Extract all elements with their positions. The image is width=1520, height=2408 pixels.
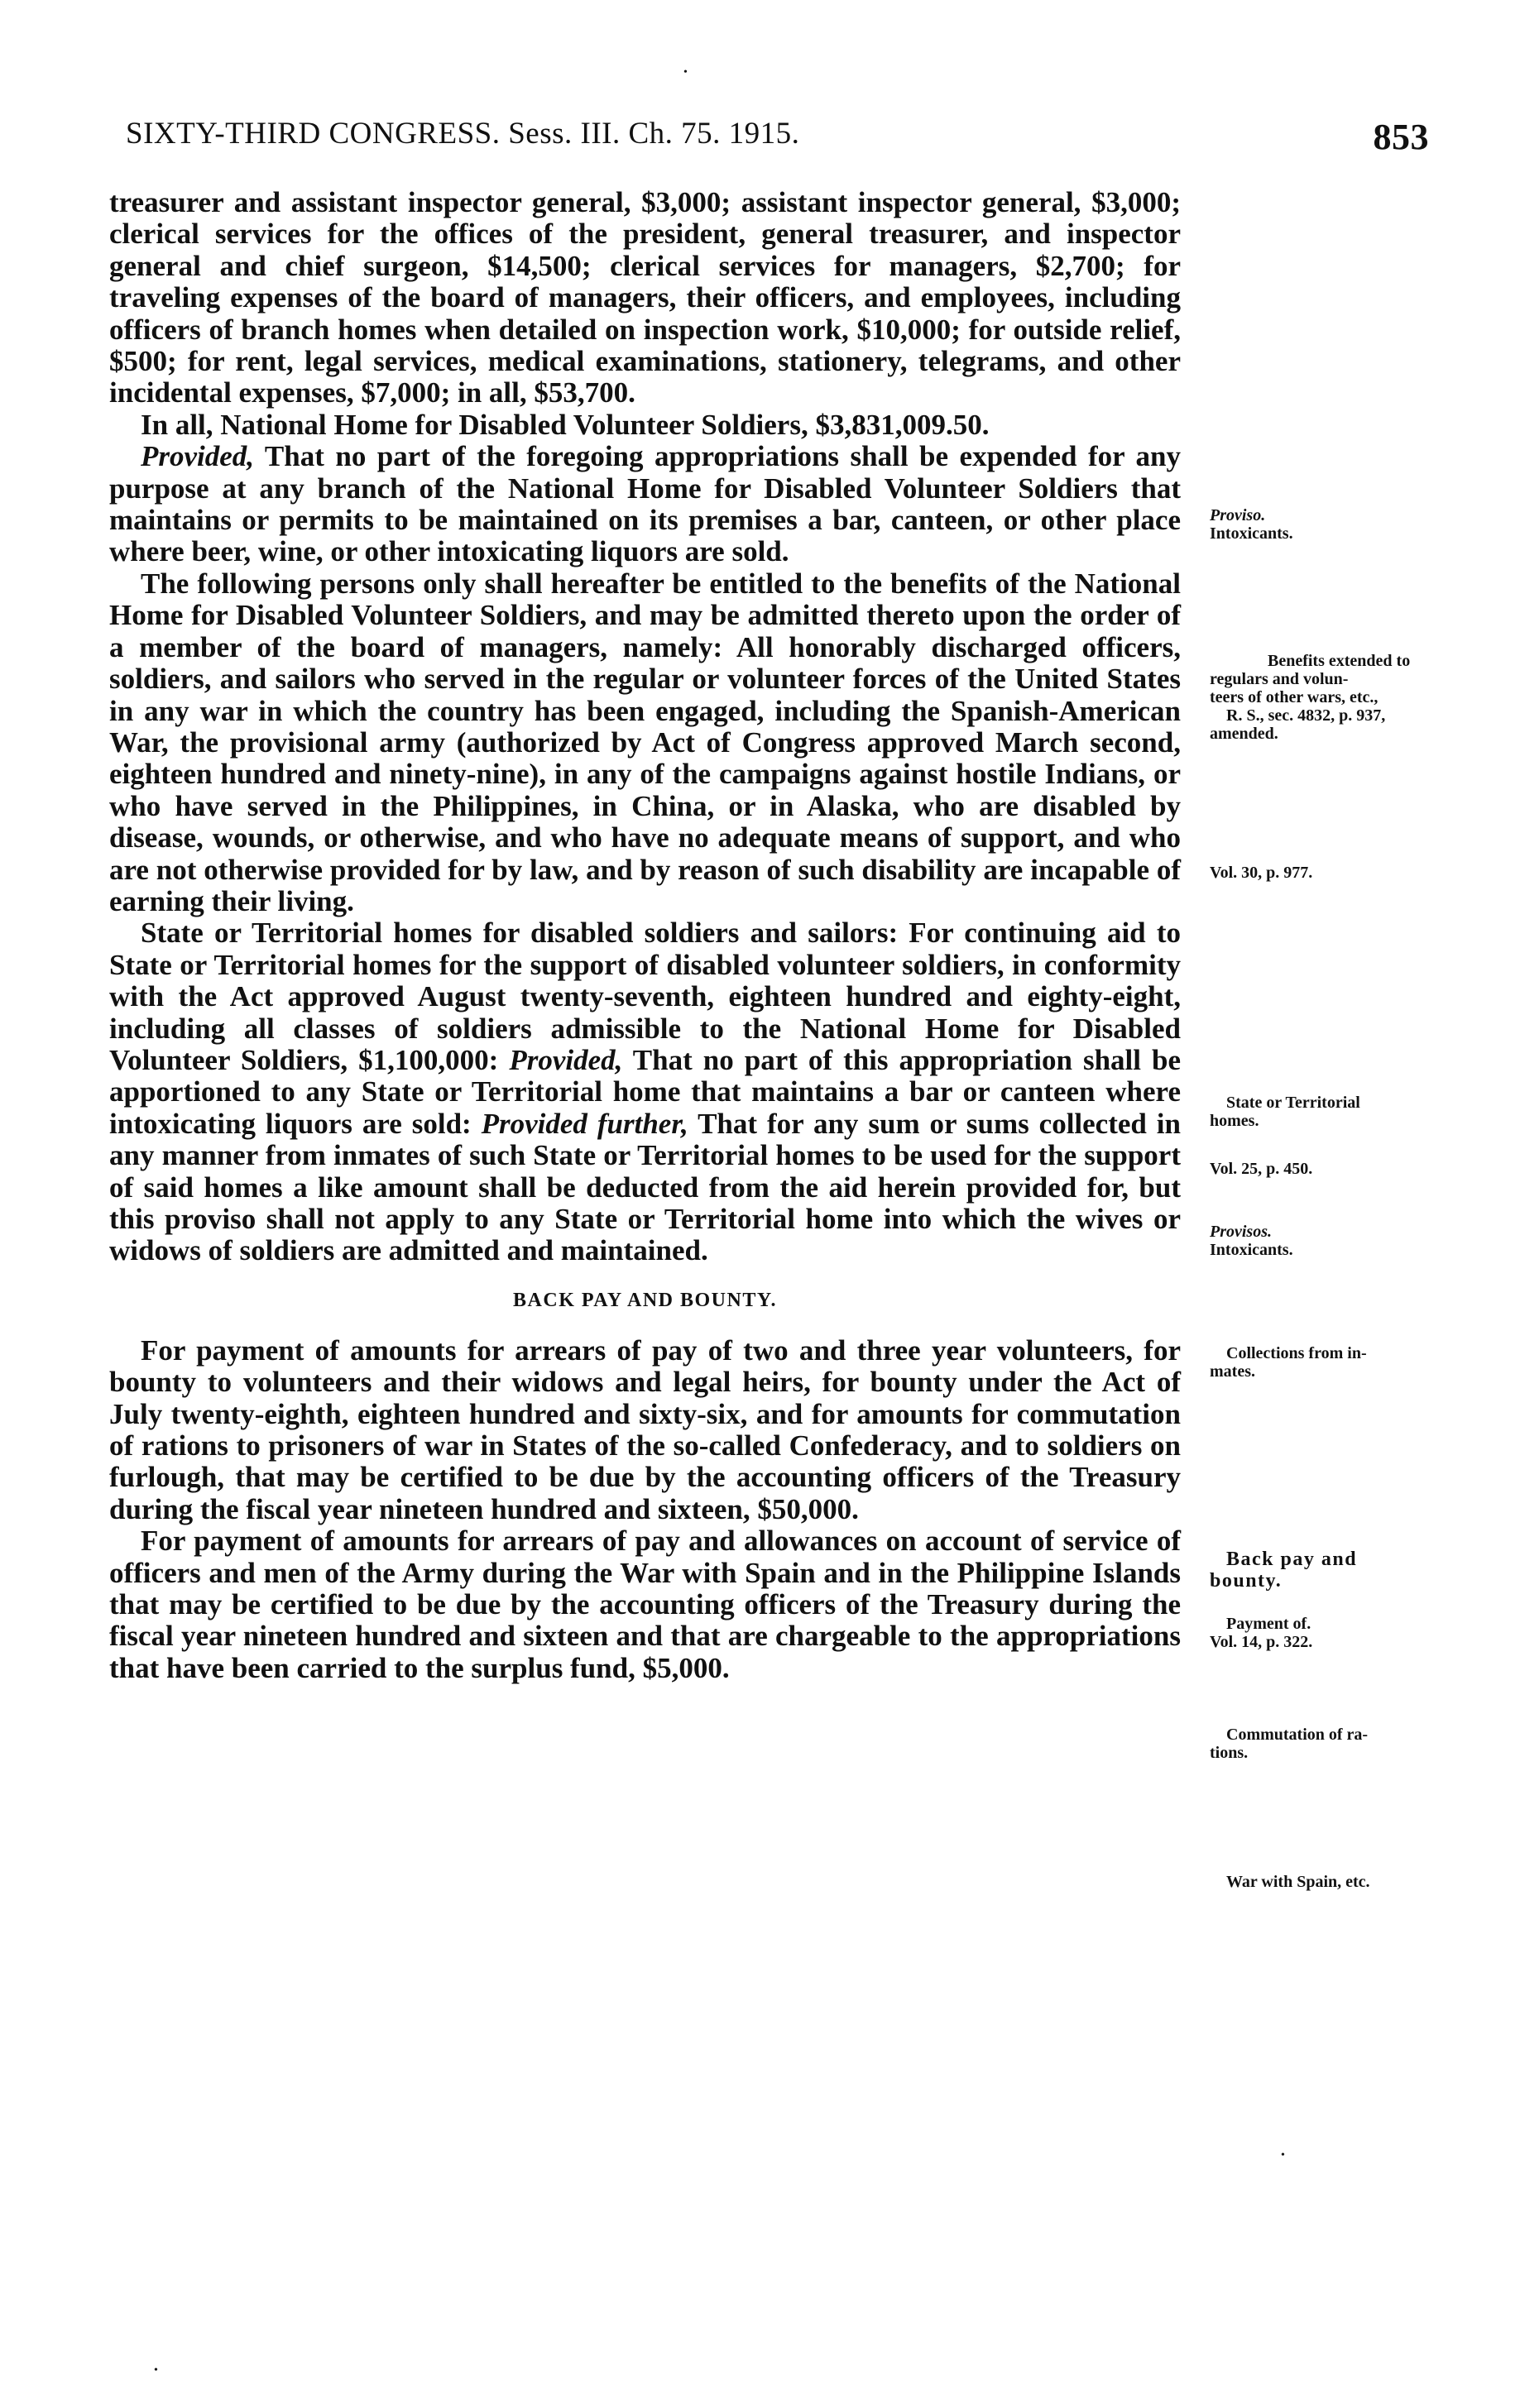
state-homes-text-a: State or Territorial homes for disabled soldiers and sailors: For continuing aid to State or Territorial homes for the support of disabled volunteer soldiers, in conformity with the Act approved August twenty-seventh, eighteen hundred and eighty-eight, including all classes of soldiers admissible to the National Home for Disabled Volunteer Soldiers, $1,100,000: <box>109 917 1181 1076</box>
state-homes-provided: Provided, <box>509 1043 623 1076</box>
margin-note-benefits: Benefits extended to regulars and volun- teers of other wars, etc., R. S., sec. 4832, p. 937, amended. <box>1210 652 1411 743</box>
running-head: SIXTY-THIRD CONGRESS. Sess. III. Ch. 75. 1915. <box>126 117 800 151</box>
ink-speck: • <box>683 66 688 79</box>
section-heading: BACK PAY AND BOUNTY. <box>513 1289 777 1311</box>
proviso-text: That no part of the foregoing appropriations shall be expended for any purpose at any branch of the National Home for Disabled Volunteer Soldiers that maintains or permits to be maintained on its premises a bar, canteen, or other place where beer, wine, or other intoxicating liquors are sold. <box>109 440 1181 568</box>
margin-note-payment: Payment of. Vol. 14, p. 322. <box>1210 1615 1313 1651</box>
body-text <box>109 187 1181 1684</box>
margin-note-vol25: Vol. 25, p. 450. <box>1210 1160 1313 1178</box>
margin-note-back-pay: Back pay and bounty. <box>1210 1549 1358 1592</box>
paragraph-war-spain: For payment of amounts for arrears of pay and allowances on account of service of officers and men of the Army during the War with Spain and in the Philippine Islands that may be certified to be due by the accounting officers of the Treasury during the fiscal year nineteen hundred and sixteen and that are chargeable to the appropriations that have been carried to the surplus fund, $5,000. <box>109 1525 1181 1684</box>
paragraph-benefits: The following persons only shall hereafter be entitled to the benefits of the National Home for Disabled Volunteer Soldiers, and may be admitted thereto upon the order of a member of the board of managers, namely: All honorably discharged officers, soldiers, and sailors who served in the regular or volunteer forces of the United States in any war in which the country has been engaged, including the Spanish-American War, the provisional army (authorized by Act of Congress approved March second, eighteen hundred and ninety-nine), in any of the campaigns against hostile Indians, or who have served in the Philippines, in China, or in Alaska, who are disabled by disease, wounds, or otherwise, and who have no adequate means of support, and who are not otherwise provided for by law, and by reason of such disability are incapable of earning their living. <box>109 567 1181 917</box>
margin-note-proviso: Proviso. Intoxicants. <box>1210 506 1293 543</box>
state-homes-provided-further: Provided further, <box>481 1107 688 1140</box>
paragraph-total: In all, National Home for Disabled Volunteer Soldiers, $3,831,009.50. <box>141 408 990 441</box>
paragraph-proviso <box>109 441 1181 568</box>
page-header <box>109 116 1429 157</box>
margin-note-vol30: Vol. 30, p. 977. <box>1210 864 1313 882</box>
margin-note-war-spain: War with Spain, etc. <box>1226 1873 1370 1891</box>
paragraph-back-pay: For payment of amounts for arrears of pay of two and three year volunteers, for bounty to volunteers and their widows and legal heirs, for bounty under the Act of July twenty-eighth, eighteen hundred and sixty-six, and for amounts for commutation of rations to prisoners of war in States of the so-called Confederacy, and to soldiers on furlough, that may be certified to be due by the accounting officers of the Treasury during the fiscal year nineteen hundred and sixteen, $50,000. <box>109 1333 1181 1525</box>
margin-note-provisos: Provisos. Intoxicants. <box>1210 1223 1293 1259</box>
paragraph-continued: treasurer and assistant inspector general, $3,000; assistant inspector general, $3,000; clerical services for the offices of the president, general treasurer, and inspector general and chief surgeon, $14,500; clerical services for managers, $2,700; for traveling expenses of the board of managers, their officers, and employees, including officers of branch homes when detailed on inspection work, $10,000; for outside relief, $500; for rent, legal services, medical examinations, stationery, telegrams, and other incidental expenses, $7,000; in all, $53,700. <box>109 186 1181 409</box>
proviso-lead: Provided, <box>141 440 255 473</box>
paragraph-state-homes <box>109 917 1181 1266</box>
ink-speck: • <box>154 2364 158 2377</box>
state-homes-text-b: That no part of this appropriation shall be apportioned to any State or Territorial home that maintains a bar or canteen where intoxicating liquors are sold: <box>109 1043 1181 1140</box>
state-homes-text-c: That for any sum or sums collected in any manner from inmates of such State or Territorial homes to be used for the support of said homes a like amount shall be deducted from the aid herein provided for, but this proviso shall not apply to any State or Territorial home into which the wives or widows of soldiers are admitted and maintained. <box>109 1107 1181 1267</box>
page-number: 853 <box>1373 117 1429 157</box>
margin-note-state-homes: State or Territorial homes. <box>1210 1094 1360 1130</box>
ink-speck: • <box>1281 2149 1285 2161</box>
margin-note-collections: Collections from in- mates. <box>1210 1344 1367 1381</box>
margin-note-commutation: Commutation of ra- tions. <box>1210 1726 1369 1762</box>
